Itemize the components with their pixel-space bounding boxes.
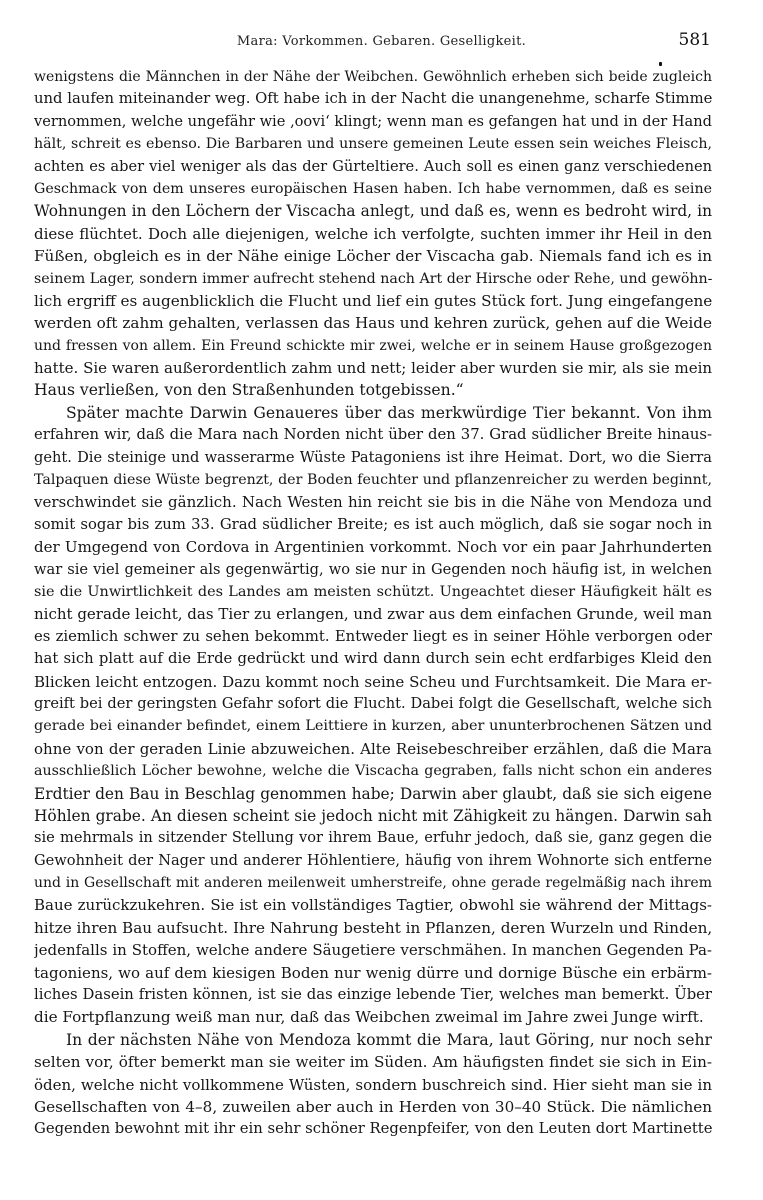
text-line: erfahren wir, daß die Mara nach Norden nicht über den 37. Grad südlicher Breite hinaus-: [34, 426, 712, 444]
text-line: ohne von der geraden Linie abzuweichen. Alte Reisebeschreiber erzählen, daß die Mara: [34, 739, 712, 758]
text-line: wenigstens die Männchen in der Nähe der Weibchen. Gewöhnlich erheben sich beide zugleich: [34, 69, 712, 85]
text-line: und in Gesellschaft mit anderen meilenweit umherstreife, ohne gerade regelmäßig nach ihrem: [34, 875, 712, 892]
text-line: Erdtier den Bau in Beschlag genommen habe; Darwin aber glaubt, daß sie sich eigene: [34, 784, 712, 803]
text-line: ausschließlich Löcher bewohne, welche die Viscacha gegraben, falls nicht schon ein anderes: [34, 763, 712, 780]
text-line: hat sich platt auf die Erde gedrückt und wird dann durch sein echt erdfarbiges Kleid den: [34, 650, 712, 668]
text-line: greift bei der geringsten Gefahr sofort die Flucht. Dabei folgt die Gesellschaft, welche sich: [34, 694, 712, 712]
text-line: Später machte Darwin Genaueres über das merkwürdige Tier bekannt. Von ihm: [66, 403, 712, 422]
text-line: war sie viel gemeiner als gegenwärtig, wo sie nur in Gegenden noch häufig ist, in welchen: [34, 560, 712, 578]
text-line: Gesellschaften von 4–8, zuweilen aber auch in Herden von 30–40 Stück. Die nämlichen: [34, 1097, 712, 1116]
running-title: Mara: Vorkommen. Gebaren. Geselligkeit.: [236, 34, 527, 49]
text-line: achten es aber viel weniger als das der Gürteltiere. Auch soll es einen ganz verschiedenen: [34, 157, 712, 175]
text-line: Talpaquen diese Wüste begrenzt, der Boden feuchter und pflanzenreicher zu werden beginnt,: [34, 472, 712, 489]
body-text: [34, 66, 712, 1141]
text-line: sie die Unwirtlichkeit des Landes am meisten schützt. Ungeachtet dieser Häufigkeit hält es: [34, 583, 712, 600]
text-line: verschwindet sie gänzlich. Nach Westen hin reicht sie bis in die Nähe von Mendoza und: [34, 493, 712, 512]
text-line: Baue zurückzukehren. Sie ist ein vollständiges Tagtier, obwohl sie während der Mittags-: [34, 896, 712, 915]
text-line: somit sogar bis zum 33. Grad südlicher Breite; es ist auch möglich, daß sie sogar noch in: [34, 515, 712, 533]
text-line: geht. Die steinige und wasserarme Wüste Patagoniens ist ihre Heimat. Dort, wo die Sierra: [34, 448, 712, 466]
text-line: hitze ihren Bau aufsucht. Ihre Nahrung besteht in Pflanzen, deren Wurzeln und Rinden,: [34, 918, 712, 937]
text-line: gerade bei einander befindet, einem Leittiere in kurzen, aber ununterbrochenen Sätzen und: [34, 718, 712, 735]
text-line: es ziemlich schwer zu sehen bekommt. Entweder liegt es in seiner Höhle verborgen oder: [34, 627, 712, 645]
text-line: Füßen, obgleich es in der Nähe einige Löcher der Viscacha gab. Niemals fand ich es in: [34, 247, 712, 266]
text-line: diese flüchtet. Doch alle diejenigen, welche ich verfolgte, suchten immer ihr Heil in den: [34, 224, 712, 243]
text-line: seinem Lager, sondern immer aufrecht stehend nach Art der Hirsche oder Rehe, und gewöhn-: [34, 270, 712, 287]
text-line: hält, schreit es ebenso. Die Barbaren und unsere gemeinen Leute essen sein weiches Fleisch,: [34, 136, 712, 153]
text-line: nicht gerade leicht, das Tier zu erlangen, und zwar aus dem einfachen Grunde, weil man: [34, 605, 712, 624]
text-line: der Umgegend von Cordova in Argentinien vorkommt. Noch vor ein paar Jahrhunderten: [34, 538, 712, 557]
text-line: In der nächsten Nähe von Mendoza kommt die Mara, laut Göring, nur noch sehr: [66, 1030, 712, 1049]
text-line: öden, welche nicht vollkommene Wüsten, sondern buschreich sind. Hier sieht man sie in: [34, 1075, 712, 1094]
text-line: selten vor, öfter bemerkt man sie weiter im Süden. Am häufigsten findet sie sich in Ein-: [34, 1053, 712, 1072]
text-line: liches Dasein fristen können, ist sie das einzige lebende Tier, welches man bemerkt. Über: [34, 986, 712, 1004]
text-line: tagoniens, wo auf dem kiesigen Boden nur wenig dürre und dornige Büsche ein erbärm-: [34, 963, 712, 982]
page-number: 581: [678, 30, 711, 50]
text-line: Blicken leicht entzogen. Dazu kommt noch seine Scheu und Furchtsamkeit. Die Mara er-: [34, 672, 712, 691]
text-line: und fressen von allem. Ein Freund schickte mir zwei, welche er in seinem Hause großgezogen: [34, 337, 712, 354]
text-line: sie mehrmals in sitzender Stellung vor ihrem Baue, erfuhr jedoch, daß sie, ganz gegen die: [34, 829, 712, 847]
text-line: Gewohnheit der Nager und anderer Höhlentiere, häufig von ihrem Wohnorte sich entferne: [34, 851, 712, 869]
text-line: vernommen, welche ungefähr wie ‚oovi‘ klingt; wenn man es gefangen hat und in der Hand: [34, 112, 712, 130]
running-head: [0, 30, 763, 54]
text-line: werden oft zahm gehalten, verlassen das Haus und kehren zurück, gehen auf die Weide: [34, 314, 712, 333]
text-line: Gegenden bewohnt mit ihr ein sehr schöner Regenpfeifer, von den Leuten dort Martinette: [34, 1120, 712, 1138]
text-line: Höhlen grabe. An diesen scheint sie jedoch nicht mit Zähigkeit zu hängen. Darwin sah: [34, 806, 712, 825]
text-line: hatte. Sie waren außerordentlich zahm und nett; leider aber wurden sie mir, als sie mein: [34, 359, 712, 378]
text-line: die Fortpflanzung weiß man nur, daß das Weibchen zweimal im Jahre zwei Junge wirft.: [34, 1008, 704, 1027]
text-line: jedenfalls in Stoffen, welche andere Säugetiere verschmähen. In manchen Gegenden Pa-: [34, 941, 712, 960]
text-line: lich ergriff es augenblicklich die Flucht und lief ein gutes Stück fort. Jung eingefangene: [34, 291, 712, 310]
text-line: Wohnungen in den Löchern der Viscacha anlegt, und daß es, wenn es bedroht wird, in: [34, 202, 712, 221]
text-line: und laufen miteinander weg. Oft habe ich in der Nacht die unangenehme, scharfe Stimme: [34, 90, 712, 108]
text-line: Geschmack von dem unseres europäischen Hasen haben. Ich habe vernommen, daß es seine: [34, 180, 712, 197]
text-line: Haus verließen, von den Straßenhunden totgebissen.“: [34, 381, 464, 400]
